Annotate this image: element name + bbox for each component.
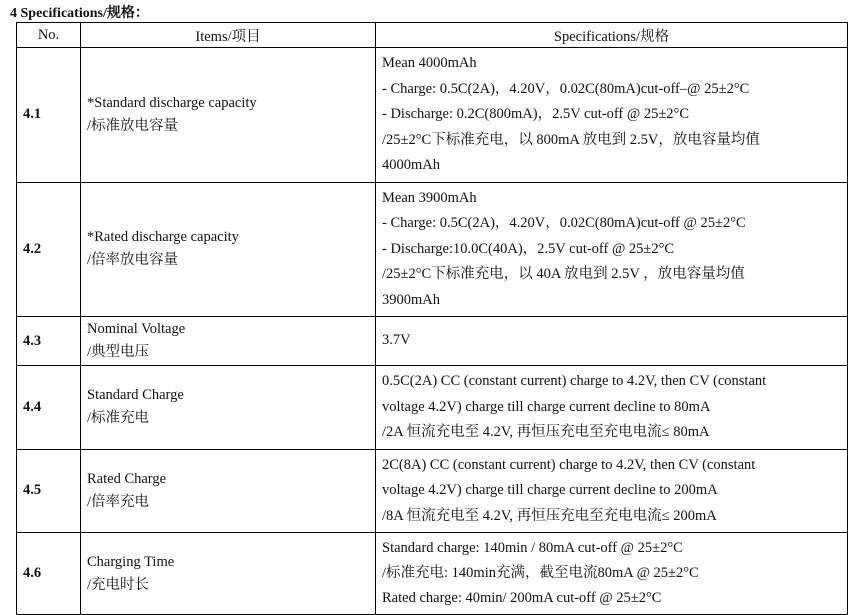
column-header-no: No. [17,23,81,48]
item-cell [81,182,376,317]
item-name-zh: /标准充电 [87,410,150,427]
spec-line: - Discharge:10.0C(40A)，2.5V cut-off @ 25±2°C [382,240,675,257]
spec-line: - Discharge: 0.2C(800mA)，2.5V cut-off @ 25±2°C [382,106,690,122]
row-number: 4.2 [17,182,81,317]
spec-line: 3.7V [382,332,411,349]
item-cell [81,366,376,450]
section-heading: 4 Specifications/规格： [10,6,149,21]
item-name-zh: /充电时长 [87,576,150,593]
item-cell [81,449,376,533]
item-name-en: *Standard discharge capacity [87,94,257,111]
spec-line: /25±2°C下标准充电，以 40A 放电到 2.5V ，放电容量均值 [382,266,745,282]
spec-line: Standard charge: 140min / 80mA cut-off @ 25±2°C [382,540,683,556]
spec-cell [376,182,848,317]
spec-cell [376,449,848,533]
item-name-en: Nominal Voltage [87,321,186,337]
spec-line: Rated charge: 40min/ 200mA cut-off @ 25±2°C [382,590,662,606]
row-number: 4.1 [17,48,81,183]
item-name-zh: /标准放电容量 [87,117,179,134]
item-name-en: Charging Time [87,553,175,570]
item-cell [81,317,376,366]
spec-line: 2C(8A) CC (constant current) charge to 4.2V, then CV (constant [382,456,756,473]
spec-cell [376,366,848,450]
table-row [17,449,848,533]
spec-cell [376,317,848,366]
item-name-en: *Rated discharge capacity [87,229,239,246]
row-number: 4.6 [17,533,81,615]
spec-cell [376,48,848,183]
spec-line: /2A 恒流充电至 4.2V, 再恒压充电至充电电流≤ 80mA [382,424,710,440]
table-header-row [17,23,848,48]
spec-line: - Charge: 0.5C(2A)，4.20V，0.02C(80mA)cut-off–@ 25±2°C [382,80,750,97]
spec-line: voltage 4.2V) charge till charge current decline to 200mA [382,482,718,498]
item-name-zh: /典型电压 [87,344,150,360]
specifications-table [16,22,848,615]
spec-cell [376,533,848,615]
item-name-zh: /倍率放电容量 [87,252,179,269]
spec-line: Mean 4000mAh [382,55,477,71]
table-row [17,366,848,450]
spec-line: /25±2°C下标准充电，以 800mA 放电到 2.5V，放电容量均值 [382,131,760,148]
spec-line: /标准充电: 140min充满，截至电流80mA @ 25±2°C [382,565,699,581]
item-cell [81,48,376,183]
table-row [17,48,848,183]
column-header-items: Items/项目 [81,23,376,48]
spec-line: 4000mAh [382,157,440,173]
item-name-zh: /倍率充电 [87,493,150,510]
spec-line: voltage 4.2V) charge till charge current decline to 80mA [382,398,711,415]
table-row [17,317,848,366]
row-number: 4.4 [17,366,81,450]
item-name-en: Standard Charge [87,387,184,404]
column-header-specifications: Specifications/规格 [376,23,848,48]
spec-line: 3900mAh [382,291,440,308]
spec-line: Mean 3900mAh [382,189,477,206]
table-row [17,182,848,317]
spec-line: - Charge: 0.5C(2A)，4.20V，0.02C(80mA)cut-off @ 25±2°C [382,215,746,231]
row-number: 4.3 [17,317,81,366]
row-number: 4.5 [17,449,81,533]
item-name-en: Rated Charge [87,470,167,487]
table-row [17,533,848,615]
spec-line: /8A 恒流充电至 4.2V, 再恒压充电至充电电流≤ 200mA [382,507,717,524]
spec-line: 0.5C(2A) CC (constant current) charge to 4.2V, then CV (constant [382,373,767,389]
item-cell [81,533,376,615]
